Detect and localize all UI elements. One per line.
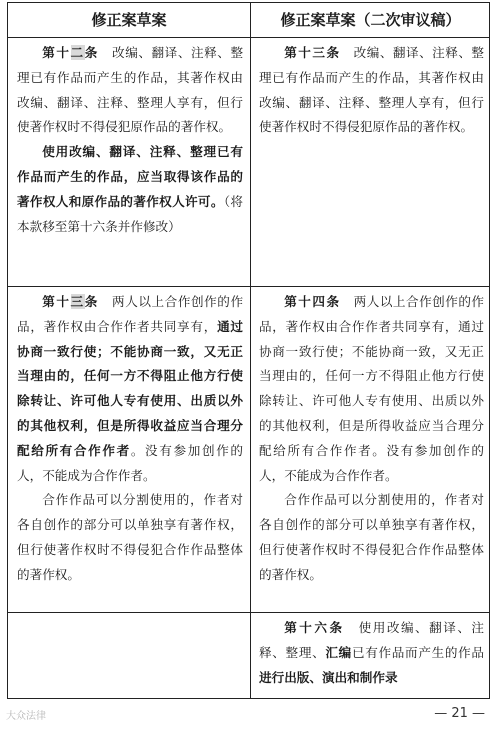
row3-right-cell: [259, 616, 484, 690]
row1-left-para1: 第十二条 改编、翻译、注释、整理已有作品而产生的作品，其著作权由改编、翻译、注释、整理人享有，但行使著作权时不得侵犯原作品的著作权。: [17, 45, 244, 135]
page-number: — 21 —: [434, 706, 485, 721]
comparison-table: [7, 2, 490, 699]
article-number: 第十六条: [284, 620, 345, 635]
row1-left-cell: [17, 41, 243, 239]
row-divider-1: [8, 286, 489, 287]
header-left: 修正案草案: [91, 11, 167, 29]
header-divider: [8, 37, 489, 38]
article-number: 第十三条: [284, 45, 341, 60]
row1-right-cell: [259, 41, 484, 140]
row2-right-cell: [259, 290, 484, 588]
watermark: 大众法律: [6, 711, 46, 722]
highlighted-digit: 二: [70, 45, 85, 60]
row1-left-para2: 使用改编、翻译、注释、整理已有作品而产生的作品，应当取得该作品的著作权人和原作品的著作权人许可。（将本款移至第十六条并作修改）: [17, 144, 243, 234]
row2-right-para2: 合作作品可以分割使用的，作者对各自创作的部分可以单独享有著作权，但行使著作权时不得侵犯合作作品整体的著作权。: [259, 492, 484, 582]
row1-right-para1: 第十三条 改编、翻译、注释、整理已有作品而产生的作品，其著作权由改编、翻译、注释、整理人享有，但行使著作权时不得侵犯原作品的著作权。: [259, 45, 485, 135]
article-number: 第十三条: [42, 294, 99, 309]
row2-right-para1: 第十四条 两人以上合作创作的作品，著作权由合作作者共同享有，通过协商一致行使；不能协商一致，又无正当理由的，任何一方不得阻止他方行使除转让、许可他人专有使用、出质以外的其他权利，但是所得收益应当合理分配给所有合作作者。没有参加创作的人，不能成为合作作者。: [259, 294, 485, 483]
article-number: 第十二条: [42, 45, 99, 60]
row2-left-para1: 第十三条 两人以上合作创作的作品，著作权由合作作者共同享有，通过协商一致行使；不能协商一致，又无正当理由的，任何一方不得阻止他方行使除转让、许可他人专有使用、出质以外的其他权利，但是所得收益应当合理分配给所有合作作者。没有参加创作的人，不能成为合作作者。: [17, 294, 244, 483]
article-number: 第十四条: [284, 294, 341, 309]
row-divider-2: [8, 612, 489, 613]
row2-left-para2: 合作作品可以分割使用的，作者对各自创作的部分可以单独享有著作权，但行使著作权时不得侵犯合作作品整体的著作权。: [17, 492, 243, 582]
highlighted-digit: 三: [70, 294, 85, 309]
row2-left-cell: [17, 290, 243, 588]
row3-right-para1: 第十六条 使用改编、翻译、注释、整理、汇编已有作品而产生的作品进行出版、演出和制作录: [259, 620, 485, 685]
column-divider: [250, 3, 251, 698]
header-right: 修正案草案（二次审议稿）: [280, 11, 461, 29]
